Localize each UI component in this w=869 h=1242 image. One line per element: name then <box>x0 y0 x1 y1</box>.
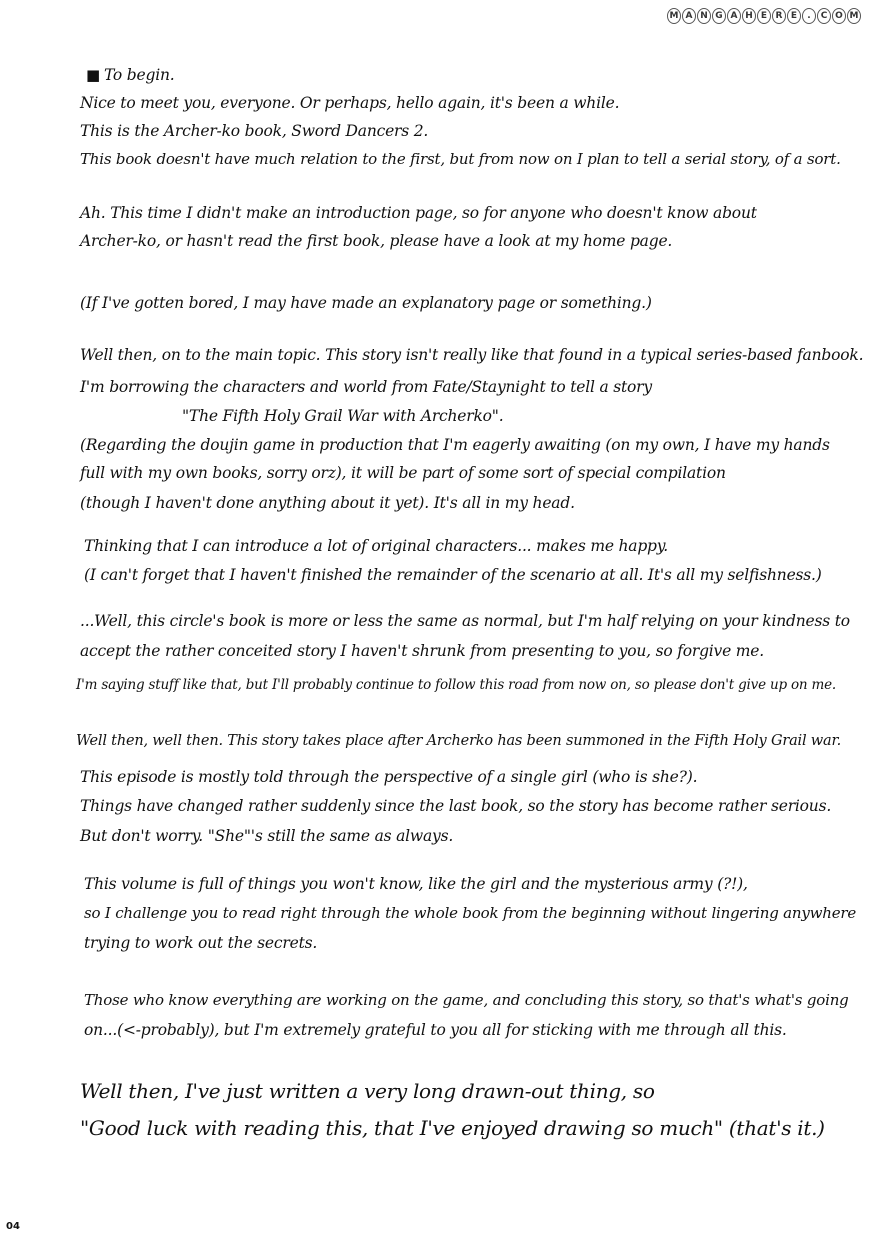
text-line: trying to work out the secrets. <box>84 934 318 952</box>
text-line: I'm borrowing the characters and world from Fate/Staynight to tell a story <box>80 378 652 396</box>
text-line: Ah. This time I didn't make an introduction page, so for anyone who doesn't know about <box>80 204 757 222</box>
closing-line: Well then, I've just written a very long drawn-out thing, so <box>80 1079 655 1103</box>
watermark <box>667 8 861 24</box>
text-line: accept the rather conceited story I haven't shrunk from presenting to you, so forgive me. <box>80 642 765 660</box>
watermark-letter: E <box>757 8 771 24</box>
watermark-letter: H <box>742 8 756 24</box>
text-line: ...Well, this circle's book is more or less the same as normal, but I'm half relying on your kindness to <box>80 612 850 630</box>
text-line: (though I haven't done anything about it yet). It's all in my head. <box>80 494 575 512</box>
watermark-letter: G <box>712 8 726 24</box>
text-line: Archer-ko, or hasn't read the first book, please have a look at my home page. <box>80 232 673 250</box>
watermark-letter: O <box>832 8 846 24</box>
text-line: I'm saying stuff like that, but I'll probably continue to follow this road from now on, so please don't give up on me. <box>76 677 836 693</box>
closing-line: "Good luck with reading this, that I've enjoyed drawing so much" (that's it.) <box>80 1116 825 1140</box>
watermark-letter: M <box>847 8 861 24</box>
watermark-letter: R <box>772 8 786 24</box>
page-number: 04 <box>6 1221 20 1232</box>
text-line: (Regarding the doujin game in production that I'm eagerly awaiting (on my own, I have my hands <box>80 436 830 454</box>
text-line: This book doesn't have much relation to the first, but from now on I plan to tell a serial story, of a sort. <box>80 150 841 168</box>
text-line: This is the Archer-ko book, Sword Dancers 2. <box>80 122 429 140</box>
text-line: Well then, well then. This story takes place after Archerko has been summoned in the Fifth Holy Grail war. <box>76 733 842 749</box>
text-line: on...(<-probably), but I'm extremely grateful to you all for sticking with me through all this. <box>84 1021 787 1039</box>
text-line: "The Fifth Holy Grail War with Archerko". <box>182 407 504 425</box>
text-line: Well then, on to the main topic. This story isn't really like that found in a typical series-based fanbook. <box>80 346 864 364</box>
watermark-letter: M <box>667 8 681 24</box>
text-line: Things have changed rather suddenly since the last book, so the story has become rather serious. <box>80 797 832 815</box>
text-line: full with my own books, sorry orz), it will be part of some sort of special compilation <box>80 464 726 482</box>
text-line: (If I've gotten bored, I may have made an explanatory page or something.) <box>80 294 652 312</box>
text-line: so I challenge you to read right through the whole book from the beginning without lingering anywhere <box>84 904 857 922</box>
watermark-letter: N <box>697 8 711 24</box>
text-line: This volume is full of things you won't know, like the girl and the mysterious army (?!), <box>84 875 748 893</box>
text-line: Those who know everything are working on the game, and concluding this story, so that's what's going <box>84 991 849 1009</box>
watermark-letter: E <box>787 8 801 24</box>
text-line: This episode is mostly told through the perspective of a single girl (who is she?). <box>80 768 698 786</box>
watermark-letter: A <box>682 8 696 24</box>
square-bullet-icon: ■ <box>86 66 100 84</box>
text-line: Nice to meet you, everyone. Or perhaps, hello again, it's been a while. <box>80 94 620 112</box>
watermark-letter: C <box>817 8 831 24</box>
watermark-letter: A <box>727 8 741 24</box>
watermark-letter: . <box>802 8 816 24</box>
text-line: (I can't forget that I haven't finished the remainder of the scenario at all. It's all my selfishness.) <box>84 566 822 584</box>
text-line: Thinking that I can introduce a lot of original characters... makes me happy. <box>84 537 669 555</box>
text-line: But don't worry. "She"'s still the same as always. <box>80 827 454 845</box>
text-line: ■ To begin. <box>86 66 175 84</box>
